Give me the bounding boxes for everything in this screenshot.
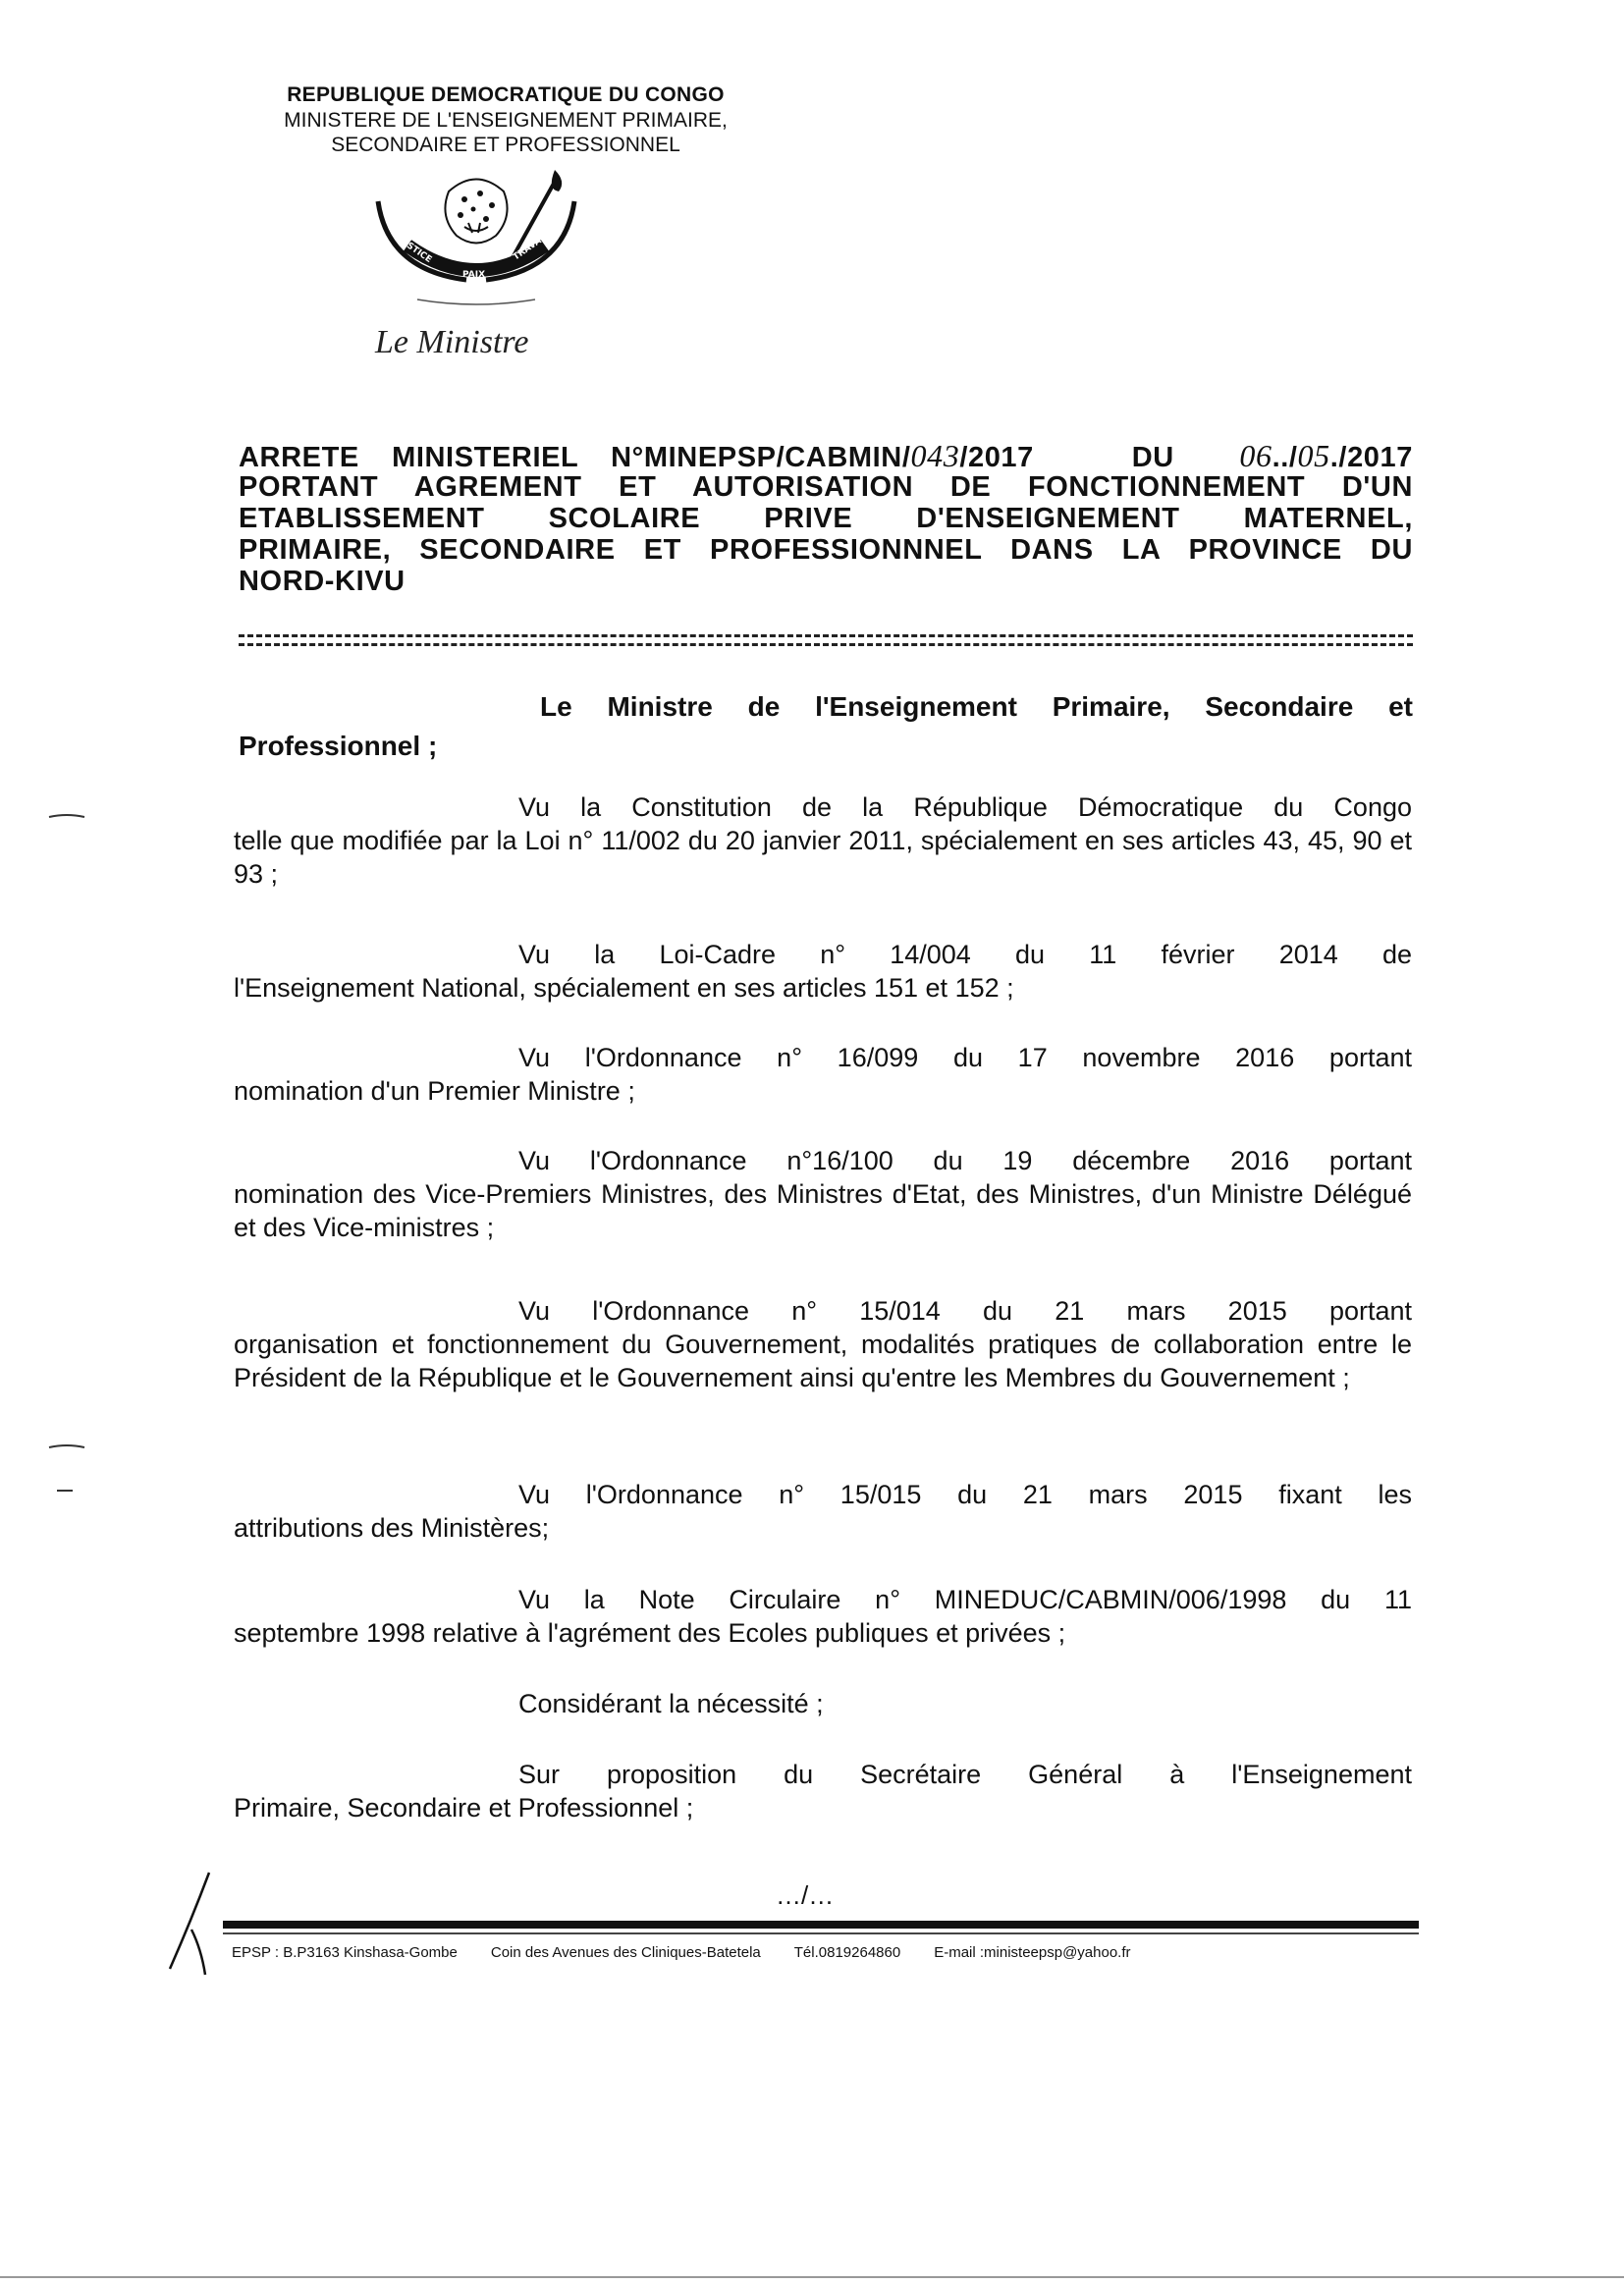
preamble-paragraph: Vu l'Ordonnance n° 16/099 du 17 novembre 2016 portant nomination d'un Premier Ministre ;: [234, 1043, 1412, 1106]
footer-email: E-mail :ministeepsp@yahoo.fr: [934, 1944, 1131, 1961]
double-rule-divider: [239, 634, 1413, 646]
preamble-paragraph: Vu la Loi-Cadre n° 14/004 du 11 février 2014 de l'Enseignement National, spécialement en ses articles 151 et 152 ;: [234, 940, 1412, 1003]
preamble-paragraph: Vu l'Ordonnance n°16/100 du 19 décembre 2016 portant nomination des Vice-Premiers Ministres, des Ministres d'Etat, des Ministres, d'un Ministre Délégué et des Vice-ministres ;: [234, 1146, 1412, 1242]
decree-title-line: PRIMAIRE, SECONDAIRE ET PROFESSIONNNEL DANS LA PROVINCE DU: [239, 534, 1413, 566]
preamble-paragraph: Vu l'Ordonnance n° 15/014 du 21 mars 2015 portant organisation et fonctionnement du Gouvernement, modalités pratiques de collaboration entre le Président de la République et le Gouvernement ainsi qu'entre les Membres du Gouvernement ;: [234, 1296, 1412, 1392]
handwritten-day: 06: [1239, 438, 1272, 473]
preamble-paragraph: Vu l'Ordonnance n° 15/015 du 21 mars 2015 fixant les attributions des Ministères;: [234, 1480, 1412, 1543]
footer-rule: [223, 1921, 1419, 1929]
ministry-name-line1: MINISTERE DE L'ENSEIGNEMENT PRIMAIRE,: [284, 109, 728, 132]
motto-justice: JUSTICE: [396, 235, 434, 266]
margin-tick-mark: [47, 813, 86, 819]
decree-title: [239, 440, 1413, 597]
ministry-name-line2: SECONDAIRE ET PROFESSIONNEL: [331, 134, 680, 156]
handwritten-initial: [162, 1871, 221, 1979]
decree-title-line: ETABLISSEMENT SCOLAIRE PRIVE D'ENSEIGNEMENT MATERNEL,: [239, 503, 1413, 534]
country-name: REPUBLIQUE DEMOCRATIQUE DU CONGO: [287, 83, 725, 106]
intro-statement: Le Ministre de l'Enseignement Primaire, Secondaire et Professionnel ;: [239, 691, 1413, 761]
footer-phone: Tél.0819264860: [793, 1944, 901, 1961]
letterhead: [231, 82, 781, 157]
preamble-paragraph: Considérant la nécessité ;: [518, 1689, 824, 1718]
preamble-paragraph: Sur proposition du Secrétaire Général à l'Enseignement Primaire, Secondaire et Professionnel ;: [234, 1760, 1412, 1823]
footer-address: Coin des Avenues des Cliniques-Batetela: [490, 1944, 761, 1961]
preamble-paragraph: Vu la Constitution de la République Démocratique du Congo telle que modifiée par la Loi n° 11/002 du 20 janvier 2011, spécialement en ses articles 43, 45, 90 et 93 ;: [234, 792, 1412, 889]
preamble-paragraph: Vu la Note Circulaire n° MINEDUC/CABMIN/006/1998 du 11 septembre 1998 relative à l'agrément des Ecoles publiques et privées ;: [234, 1585, 1412, 1648]
coat-of-arms-emblem: [358, 162, 594, 319]
margin-tick-mark: [47, 1488, 86, 1494]
footer-contact: [232, 1944, 1410, 1961]
motto-travail: TRAVAIL: [511, 231, 551, 263]
decree-title-line: PORTANT AGREMENT ET AUTORISATION DE FONCTIONNEMENT D'UN: [239, 471, 1413, 503]
handwritten-month: 05: [1297, 438, 1330, 473]
leopard-head-icon: [445, 180, 507, 244]
handwritten-decree-number: 043: [910, 438, 960, 473]
decree-title-line: NORD-KIVU: [239, 566, 406, 597]
decree-reference-line: ARRETE MINISTERIEL N°MINEPSP/CABMIN/043/2017 DU 06../05./2017: [239, 438, 1413, 473]
continuation-mark: …/…: [776, 1880, 835, 1910]
margin-tick-mark: [47, 1443, 86, 1449]
motto-paix: PAIX: [462, 270, 486, 280]
footer-postal-box: EPSP : B.P3163 Kinshasa-Gombe: [232, 1944, 458, 1961]
minister-title: Le Ministre: [375, 324, 529, 360]
scan-edge-line: [0, 2276, 1624, 2278]
